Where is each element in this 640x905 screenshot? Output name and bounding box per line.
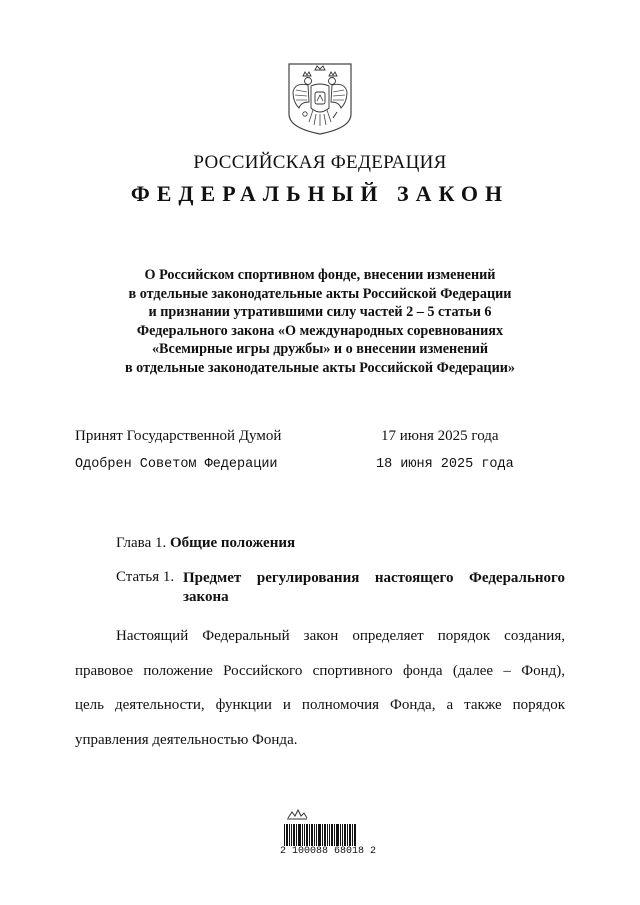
chapter-prefix: Глава 1. <box>116 535 167 551</box>
article-paragraph <box>75 619 565 757</box>
article-title-line: закона <box>183 589 229 605</box>
chapter-heading <box>116 535 295 552</box>
barcode-number: 2 100088 68018 2 <box>280 846 377 857</box>
article-title <box>183 569 565 607</box>
law-type-heading: ФЕДЕРАЛЬНЫЙ ЗАКОН <box>130 181 510 206</box>
article-prefix: Статья 1. <box>116 569 175 585</box>
duma-adoption-date: 17 июня 2025 года <box>381 428 499 444</box>
article-title-line: Предмет регулирования настоящего Федерального <box>183 570 565 586</box>
law-title-line: О Российском спортивном фонде, внесении изменений <box>144 267 496 283</box>
law-title-line: и признании утратившими силу частей 2 – 5 статьи 6 <box>148 304 492 321</box>
law-title-line: в отдельные законодательные акты Российской Федерации» <box>124 359 516 376</box>
law-title-line: «Всемирные игры дружбы» и о внесении изменений <box>151 341 489 358</box>
paragraph-line: цель деятельности, функции и полномочия Фонда, а также порядок <box>75 697 565 713</box>
coat-of-arms-emblem <box>287 62 353 136</box>
law-title-line: Федерального закона «О международных соревнованиях <box>136 322 504 339</box>
council-approval-date: 18 июня 2025 года <box>376 457 514 472</box>
barcode <box>284 824 356 846</box>
chapter-name: Общие положения <box>169 535 296 551</box>
law-title-line: в отдельные законодательные акты Российской Федерации <box>128 285 512 302</box>
country-heading: РОССИЙСКАЯ ФЕДЕРАЦИЯ <box>193 152 447 173</box>
paragraph-line: управления деятельностью Фонда. <box>75 731 298 748</box>
paragraph-line: Настоящий Федеральный закон определяет порядок создания, <box>116 628 565 644</box>
stamp-mark-icon <box>286 808 308 820</box>
council-approval-label: Одобрен Советом Федерации <box>75 457 278 472</box>
duma-adoption-label: Принят Государственной Думой <box>75 428 282 444</box>
paragraph-line: правовое положение Российского спортивного фонда (далее – Фонд), <box>75 662 565 679</box>
law-title <box>100 266 540 378</box>
